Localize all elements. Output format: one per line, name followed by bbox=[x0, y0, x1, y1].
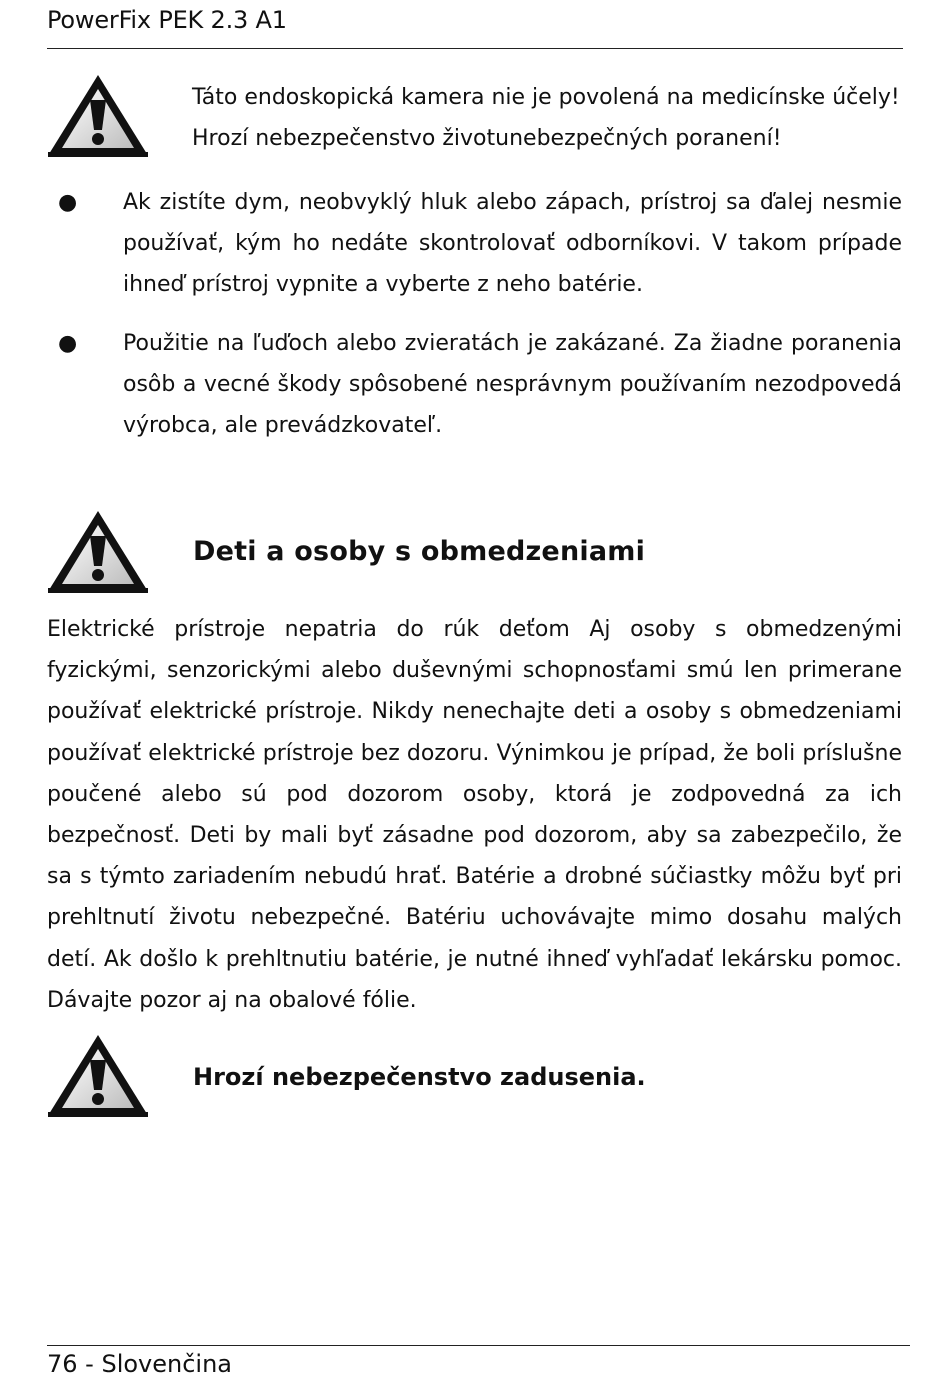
warning-triangle-icon bbox=[46, 72, 150, 158]
warning-intro-line-2: Hrozí nebezpečenstvo životunebezpečných poranení! bbox=[192, 126, 782, 151]
page-number-label: 76 - Slovenčina bbox=[47, 1350, 233, 1378]
bullet-item-smoke: Ak zistíte dym, neobvyklý hluk alebo zápach, prístroj sa ďalej nesmie používať, kým ho nedáte skontrolovať odborníkovi. V takom prípade ihneď prístroj vypnite a vyberte z neho batérie. bbox=[123, 190, 902, 297]
bullet-marker: ● bbox=[58, 331, 78, 356]
warning-intro-text bbox=[192, 77, 902, 159]
document-header-title: PowerFix PEK 2.3 A1 bbox=[47, 6, 287, 34]
section-body-paragraph: Elektrické prístroje nepatria do rúk deťom Aj osoby s obmedzenými fyzickými, senzorickými alebo duševnými schopnosťami smú len primerane používať elektrické prístroje. Nikdy nenechajte deti a osoby s obmedzeniami používať elektrické prístroje bez dozoru. Výnimkou je prípad, že boli príslušne poučené alebo sú pod dozorom osoby, ktorá je zodpovedná za ich bezpečnosť. Deti by mali byť zásadne pod dozorom, aby sa zabezpečilo, že sa s týmto zariadením nebudú hrať. Batérie a drobné súčiastky môžu byť pri prehltnutí životu nebezpečné. Batériu uchovávajte mimo dosahu malých detí. Ak došlo k prehltnutiu batérie, je nutné ihneď vyhľadať lekársku pomoc. Dávajte pozor aj na obalové fólie. bbox=[47, 617, 902, 1013]
warning-triangle-icon bbox=[46, 508, 150, 594]
bullet-marker: ● bbox=[58, 190, 78, 215]
bullet-item-usage: Použitie na ľuďoch alebo zvieratách je zakázané. Za žiadne poranenia osôb a vecné škody spôsobené nesprávnym používaním nezodpovedá výrobca, ale prevádzkovateľ. bbox=[123, 331, 902, 438]
header-divider bbox=[47, 48, 903, 49]
choking-warning-heading: Hrozí nebezpečenstvo zadusenia. bbox=[193, 1063, 646, 1091]
section-heading: Deti a osoby s obmedzeniami bbox=[193, 536, 646, 567]
warning-triangle-icon bbox=[46, 1032, 150, 1118]
warning-intro-line-1: Táto endoskopická kamera nie je povolená na medicínske účely! bbox=[192, 85, 900, 110]
footer-divider bbox=[47, 1345, 910, 1346]
